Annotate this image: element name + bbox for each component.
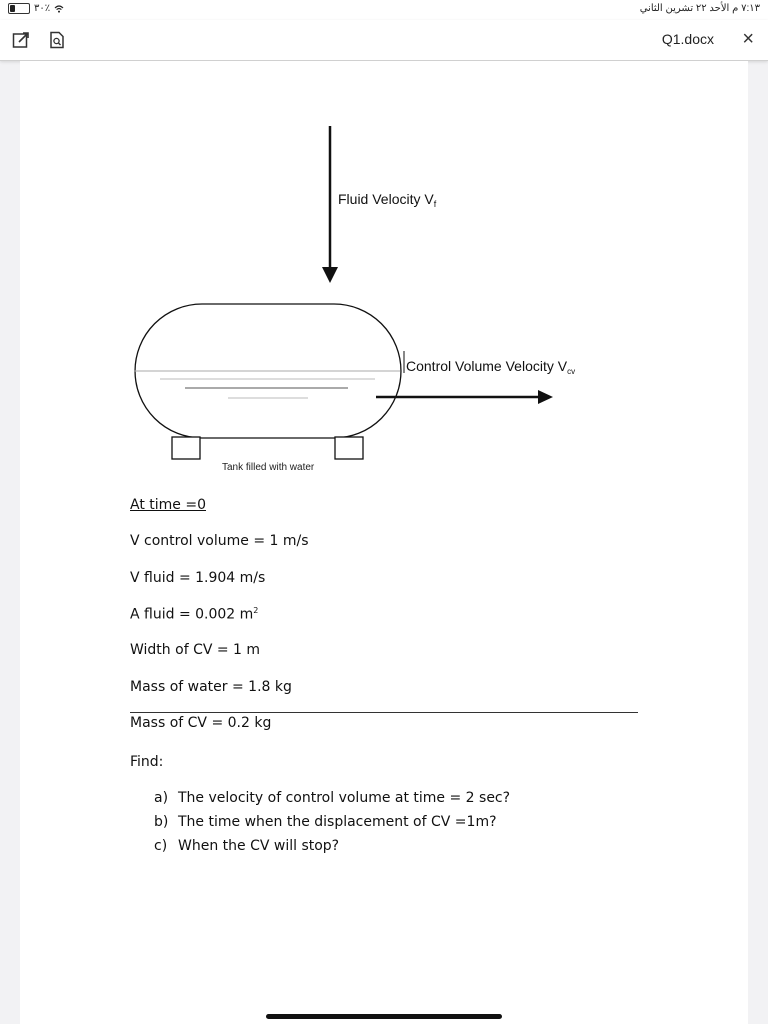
separator-line xyxy=(130,712,638,713)
toolbar xyxy=(0,20,768,61)
battery-percent: ٣٠٪ xyxy=(34,3,51,14)
cv-velocity-label: Control Volume Velocity $V_{cv}$ xyxy=(406,358,576,376)
mass-water-line: Mass of water = 1.8 kg xyxy=(130,679,292,695)
tank-leg-left xyxy=(172,437,200,459)
fluid-velocity-arrowhead xyxy=(322,267,338,283)
battery-icon xyxy=(8,3,30,14)
find-item-c: c) When the CV will stop? xyxy=(154,838,340,854)
tank-label: Tank filled with water xyxy=(222,462,315,473)
time-heading: At time =0 xyxy=(130,497,206,513)
preview-icon[interactable] xyxy=(48,31,66,49)
find-item-b: b) The time when the displacement of CV =1m? xyxy=(154,814,497,830)
mass-cv-line: Mass of CV = 0.2 kg xyxy=(130,715,272,731)
status-datetime: ٧:١٣ م الأحد ٢٢ تشرين الثاني xyxy=(639,3,760,14)
close-button[interactable]: × xyxy=(742,28,754,50)
wifi-icon xyxy=(54,5,64,13)
tank-leg-right xyxy=(335,437,363,459)
status-bar xyxy=(0,0,768,20)
edit-icon[interactable] xyxy=(12,31,30,49)
status-left xyxy=(8,3,64,14)
v-control-volume-line: V control volume = 1 m/s xyxy=(130,533,309,549)
tank-diagram xyxy=(20,61,748,481)
cv-velocity-arrowhead xyxy=(538,390,553,404)
document-page xyxy=(20,61,748,1024)
fluid-velocity-label: Fluid Velocity $V_f$ xyxy=(338,191,437,209)
home-indicator[interactable] xyxy=(266,1014,502,1019)
v-fluid-line: V fluid = 1.904 m/s xyxy=(130,570,266,586)
width-cv-line: Width of CV = 1 m xyxy=(130,642,261,658)
document-title: Q1.docx xyxy=(661,31,714,47)
find-item-a: a) The velocity of control volume at time = 2 sec? xyxy=(154,790,511,806)
find-label: Find: xyxy=(130,754,164,770)
a-fluid-line: A fluid = 0.002 $m^2$ xyxy=(130,606,259,623)
